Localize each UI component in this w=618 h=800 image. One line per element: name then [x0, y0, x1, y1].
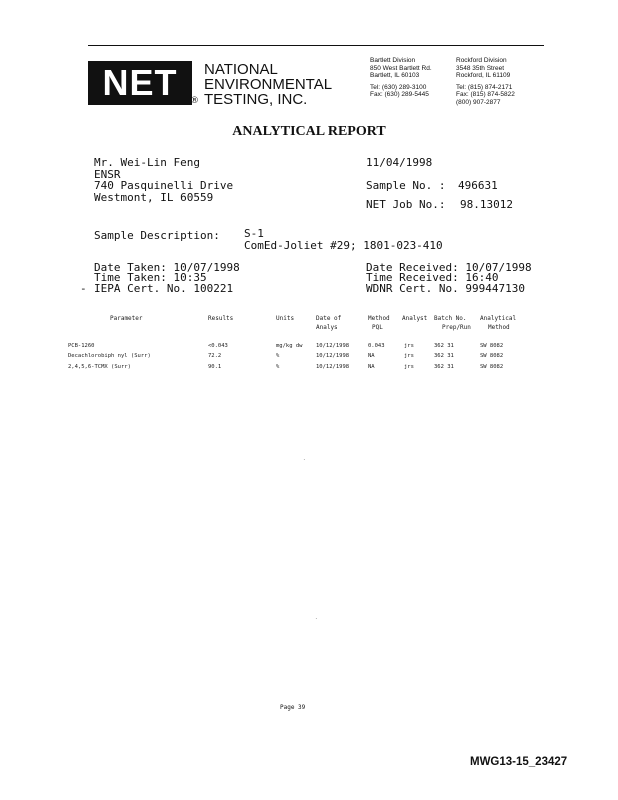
address-line: (800) 907-2877 — [456, 98, 501, 106]
address-line: Tel: (630) 289-3100 — [370, 83, 427, 91]
page-number: Page 39 — [280, 704, 306, 711]
cell-method: SW 8082 — [480, 364, 504, 370]
cell-result: 72.2 — [208, 353, 222, 359]
cell-parameter: 2,4,5,6-TCMX (Surr) — [68, 364, 131, 370]
report-date: 11/04/1998 — [366, 156, 433, 169]
recipient-address — [94, 157, 233, 203]
cell-method: SW 8082 — [480, 343, 504, 349]
address-line: Bartlett, IL 60103 — [370, 72, 420, 80]
cell-units: % — [276, 353, 280, 359]
cell-date: 10/12/1998 — [316, 343, 350, 349]
net-logo: NET — [88, 61, 192, 105]
cell-batch: 362 31 — [434, 343, 454, 349]
cell-batch: 362 31 — [434, 364, 454, 370]
header-line: Method — [368, 315, 390, 322]
company-name — [204, 62, 332, 107]
sample-no-value: 496631 — [458, 179, 498, 192]
sample-description-label: Sample Description: — [94, 229, 220, 242]
address-line: Rockford, IL 61109 — [456, 72, 511, 80]
wdnr-cert: WDNR Cert. No. 999447130 — [366, 282, 525, 295]
company-line: ENVIRONMENTAL — [204, 76, 333, 93]
header-line: PQL — [372, 324, 383, 331]
recipient-line: ENSR — [94, 167, 121, 181]
address-line: Bartlett Division — [370, 57, 416, 64]
header-line: Date of — [316, 315, 342, 322]
header-line: Analytical — [480, 315, 517, 322]
report-title: ANALYTICAL REPORT — [232, 124, 386, 139]
top-rule — [88, 45, 544, 46]
cell-pql: 0.043 — [368, 343, 385, 349]
time-received: Time Received: 16:40 — [366, 271, 499, 284]
time-taken: Time Taken: 10:35 — [94, 271, 207, 284]
date-received: Date Received: 10/07/1998 — [366, 261, 532, 274]
recipient-line: Westmont, IL 60559 — [94, 190, 214, 204]
recipient-line: Mr. Wei-Lin Feng — [94, 156, 200, 169]
col-header-results: Results — [208, 315, 234, 322]
document-id: MWG13-15_23427 — [470, 756, 568, 768]
cell-units: mg/kg dw — [276, 343, 303, 349]
cell-date: 10/12/1998 — [316, 364, 350, 370]
recipient-line: 740 Pasquinelli Drive — [94, 179, 234, 192]
iepa-cert: IEPA Cert. No. 100221 — [94, 282, 234, 295]
cell-pql: NA — [368, 353, 375, 359]
cell-pql: NA — [368, 364, 375, 370]
sample-description-line1: S-1 — [244, 227, 264, 240]
job-no-value: 98.13012 — [460, 198, 513, 211]
col-header-batch — [434, 314, 471, 332]
header-line: Method — [488, 324, 510, 331]
col-header-analyst: Analyst — [402, 315, 428, 322]
cell-batch: 362 31 — [434, 353, 454, 359]
cell-result: <0.043 — [208, 343, 228, 349]
col-header-date — [316, 314, 341, 332]
col-header-method-pql — [368, 314, 390, 332]
cell-parameter: PCB-1260 — [68, 343, 95, 349]
cell-analyst: jrs — [404, 364, 414, 370]
scan-speck: · — [303, 457, 306, 462]
sample-description-line2: ComEd-Joliet #29; 1801-023-410 — [244, 239, 443, 252]
company-line: NATIONAL — [204, 61, 278, 78]
cell-analyst: jrs — [404, 343, 414, 349]
header-line: Batch No. — [434, 315, 467, 322]
col-header-parameter: Parameter — [110, 315, 143, 322]
cell-units: % — [276, 364, 280, 370]
registered-mark: ® — [190, 96, 199, 106]
scan-speck: · — [315, 616, 318, 621]
address-line: Rockford Division — [456, 57, 507, 64]
cell-method: SW 8082 — [480, 353, 504, 359]
address-line: Fax: (815) 874-5822 — [456, 91, 515, 99]
address-line: Tel: (815) 874-2171 — [456, 83, 513, 91]
header-line: Analys — [316, 324, 338, 331]
bartlett-division-address — [370, 57, 432, 99]
cell-analyst: jrs — [404, 353, 414, 359]
company-line: TESTING, INC. — [204, 91, 308, 108]
col-header-units: Units — [276, 315, 295, 322]
address-line: 3548 35th Street — [456, 64, 505, 72]
sample-no-label: Sample No. : — [366, 179, 446, 192]
rockford-division-address — [456, 57, 515, 107]
header-line: Prep/Run — [442, 324, 471, 331]
col-header-analytical-method — [480, 314, 516, 332]
cell-result: 90.1 — [208, 364, 222, 370]
address-line: 850 West Bartlett Rd. — [370, 64, 432, 72]
date-taken: Date Taken: 10/07/1998 — [94, 261, 240, 274]
dash-mark: - — [80, 282, 87, 295]
cell-parameter: Decachlorobiph nyl (Surr) — [68, 353, 151, 359]
cell-date: 10/12/1998 — [316, 353, 350, 359]
job-no-label: NET Job No.: — [366, 198, 446, 211]
address-line: Fax: (630) 289-5445 — [370, 91, 429, 99]
